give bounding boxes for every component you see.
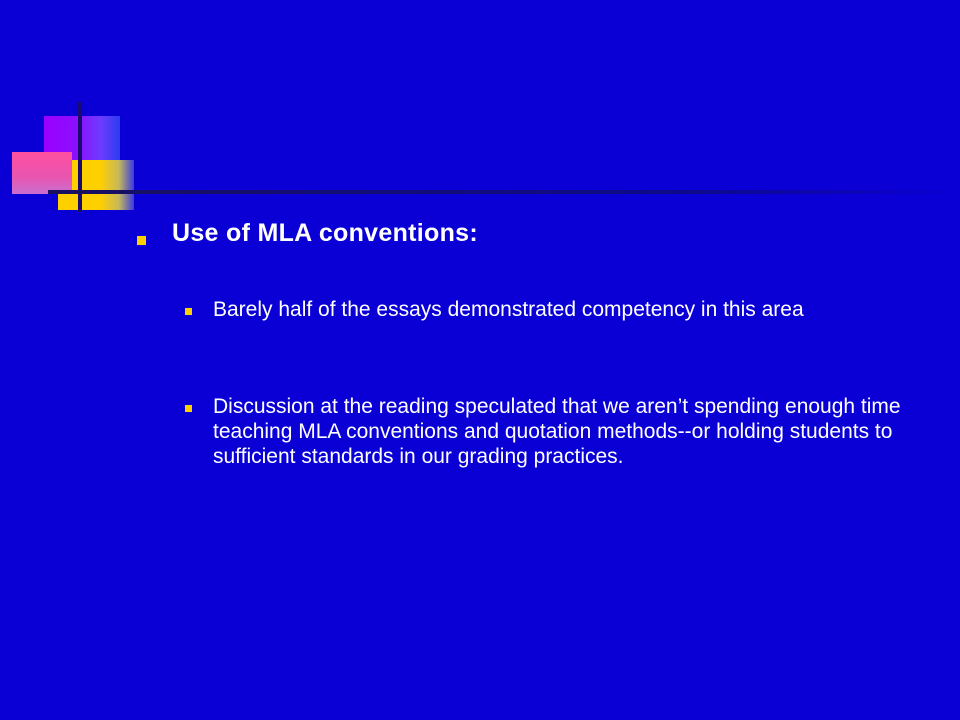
title-underline-rule (48, 190, 960, 194)
bullet-square-icon (137, 236, 146, 245)
bullet-square-icon (185, 308, 192, 315)
pink-square-decoration (12, 152, 72, 194)
section-heading: Use of MLA conventions: (172, 219, 478, 247)
bullet-item-2: Discussion at the reading speculated that we aren’t spending enough time teaching MLA conventions and quotation methods--or holding students to sufficient standards in our grading practices. (213, 395, 901, 468)
bullet-item-1: Barely half of the essays demonstrated competency in this area (213, 298, 804, 321)
vertical-rule (78, 102, 82, 212)
bullet-square-icon (185, 405, 192, 412)
